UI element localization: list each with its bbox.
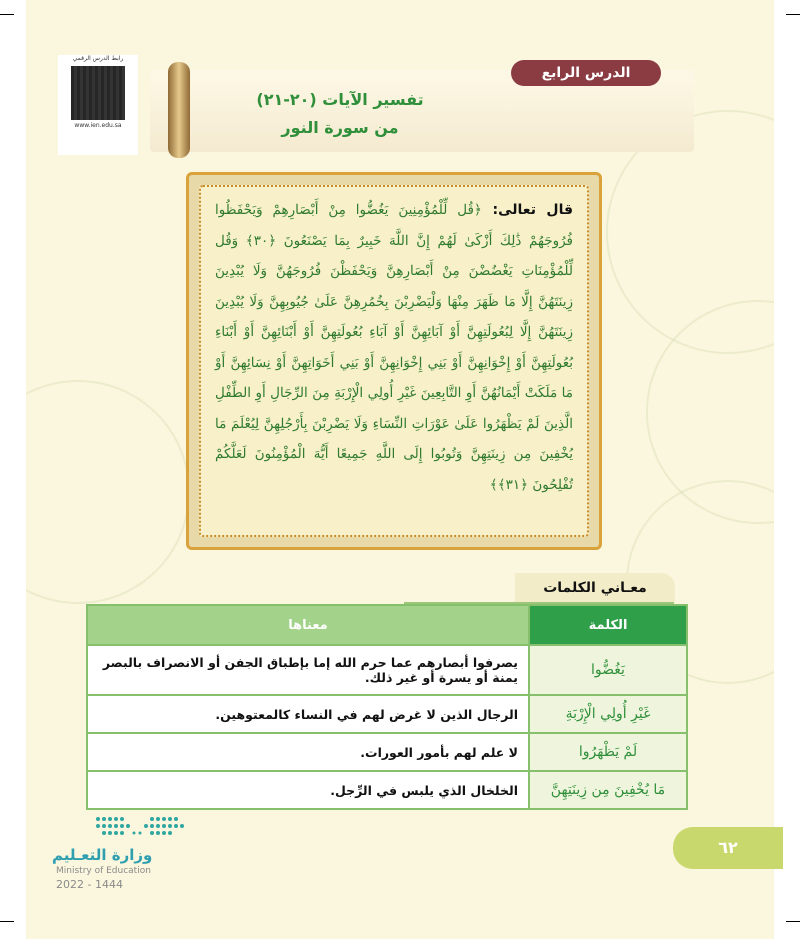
vocab-meaning: الخلخال الذي يلبس في الرِّجل. bbox=[87, 771, 529, 809]
verse-box bbox=[199, 185, 589, 537]
section-title: معـاني الكلمات bbox=[515, 573, 675, 603]
qr-url: www.ien.edu.sa bbox=[74, 122, 122, 129]
table-row bbox=[87, 695, 687, 733]
header-meaning: معناها bbox=[87, 605, 529, 645]
digital-lesson-qr[interactable] bbox=[58, 55, 138, 155]
vocab-meaning: الرجال الذين لا غرض لهم في النساء كالمعتوهين. bbox=[87, 695, 529, 733]
crop-mark bbox=[786, 14, 800, 15]
ministry-name-en: Ministry of Education bbox=[56, 866, 151, 876]
vocab-meaning: لا علم لهم بأمور العورات. bbox=[87, 733, 529, 771]
vocab-word: لَمْ يَظْهَرُوا bbox=[529, 733, 687, 771]
table-row bbox=[87, 771, 687, 809]
table-header-row bbox=[87, 605, 687, 645]
quran-verse: ﴿قُل لِّلْمُؤْمِنِينَ يَغُضُّوا مِنْ أَبْصَارِهِمْ وَيَحْفَظُوا فُرُوجَهُمْ ذَٰلِكَ أَزْكَىٰ لَهُمْ إِنَّ اللَّهَ خَبِيرٌ بِمَا يَصْنَعُونَ ﴿٣٠﴾ وَقُل لِّلْمُؤْمِنَاتِ يَغْضُضْنَ مِنْ أَبْصَارِهِنَّ وَيَحْفَظْنَ فُرُوجَهُنَّ وَلَا يُبْدِينَ زِينَتَهُنَّ إِلَّا مَا ظَهَرَ مِنْهَا وَلْيَضْرِبْنَ بِخُمُرِهِنَّ عَلَىٰ جُيُوبِهِنَّ وَلَا يُبْدِينَ زِينَتَهُنَّ إِلَّا لِبُعُولَتِهِنَّ أَوْ آبَائِهِنَّ أَوْ آبَاءِ بُعُولَتِهِنَّ أَوْ أَبْنَائِهِنَّ أَوْ أَبْنَاءِ بُعُولَتِهِنَّ أَوْ إِخْوَانِهِنَّ أَوْ بَنِي إِخْوَانِهِنَّ أَوْ بَنِي أَخَوَاتِهِنَّ أَوْ نِسَائِهِنَّ أَوْ مَا مَلَكَتْ أَيْمَانُهُنَّ أَوِ التَّابِعِينَ غَيْرِ أُولِي الْإِرْبَةِ مِنَ الرِّجَالِ أَوِ الطِّفْلِ الَّذِينَ لَمْ يَظْهَرُوا عَلَىٰ عَوْرَاتِ النِّسَاءِ وَلَا يَضْرِبْنَ بِأَرْجُلِهِنَّ لِيُعْلَمَ مَا يُخْفِينَ مِن زِينَتِهِنَّ وَتُوبُوا إِلَى اللَّهِ جَمِيعًا أَيُّهَ الْمُؤْمِنُونَ لَعَلَّكُمْ تُفْلِحُونَ ﴿٣١﴾﴾ bbox=[215, 202, 573, 493]
table-row bbox=[87, 733, 687, 771]
qr-code-icon bbox=[71, 66, 125, 120]
vocab-meaning: يصرفوا أبصارهم عما حرم الله إما بإطباق الجفن أو الانصراف بالبصر يمنة أو يسرة أو غير ذلك. bbox=[87, 645, 529, 695]
verse-intro: قال تعالى: bbox=[492, 202, 573, 218]
qr-caption: رابط الدرس الرقمي bbox=[72, 55, 124, 62]
ministry-year: 2022 - 1444 bbox=[56, 878, 123, 891]
crop-mark bbox=[0, 921, 14, 922]
vocabulary-table bbox=[86, 604, 688, 810]
vocab-word: يَغُضُّوا bbox=[529, 645, 687, 695]
lesson-title: تفسير الآيات (٢٠-٢١) bbox=[256, 90, 424, 109]
header-word: الكلمة bbox=[529, 605, 687, 645]
verse-frame bbox=[186, 172, 602, 550]
ministry-logo-icon bbox=[92, 814, 188, 840]
background-ornament bbox=[26, 380, 190, 604]
vocab-word: غَيْرِ أُولِي الْإِرْبَةِ bbox=[529, 695, 687, 733]
lesson-badge: الدرس الرابع bbox=[511, 60, 661, 86]
crop-mark bbox=[0, 14, 14, 15]
scroll-roll-icon bbox=[168, 62, 190, 158]
vocab-word: مَا يُخْفِينَ مِن زِينَتِهِنَّ bbox=[529, 771, 687, 809]
lesson-subtitle: من سورة النور bbox=[281, 118, 399, 137]
ministry-name-ar: وزارة التعـليم bbox=[52, 846, 153, 864]
table-row bbox=[87, 645, 687, 695]
page-number: ٦٢ bbox=[673, 827, 783, 869]
crop-mark bbox=[786, 921, 800, 922]
